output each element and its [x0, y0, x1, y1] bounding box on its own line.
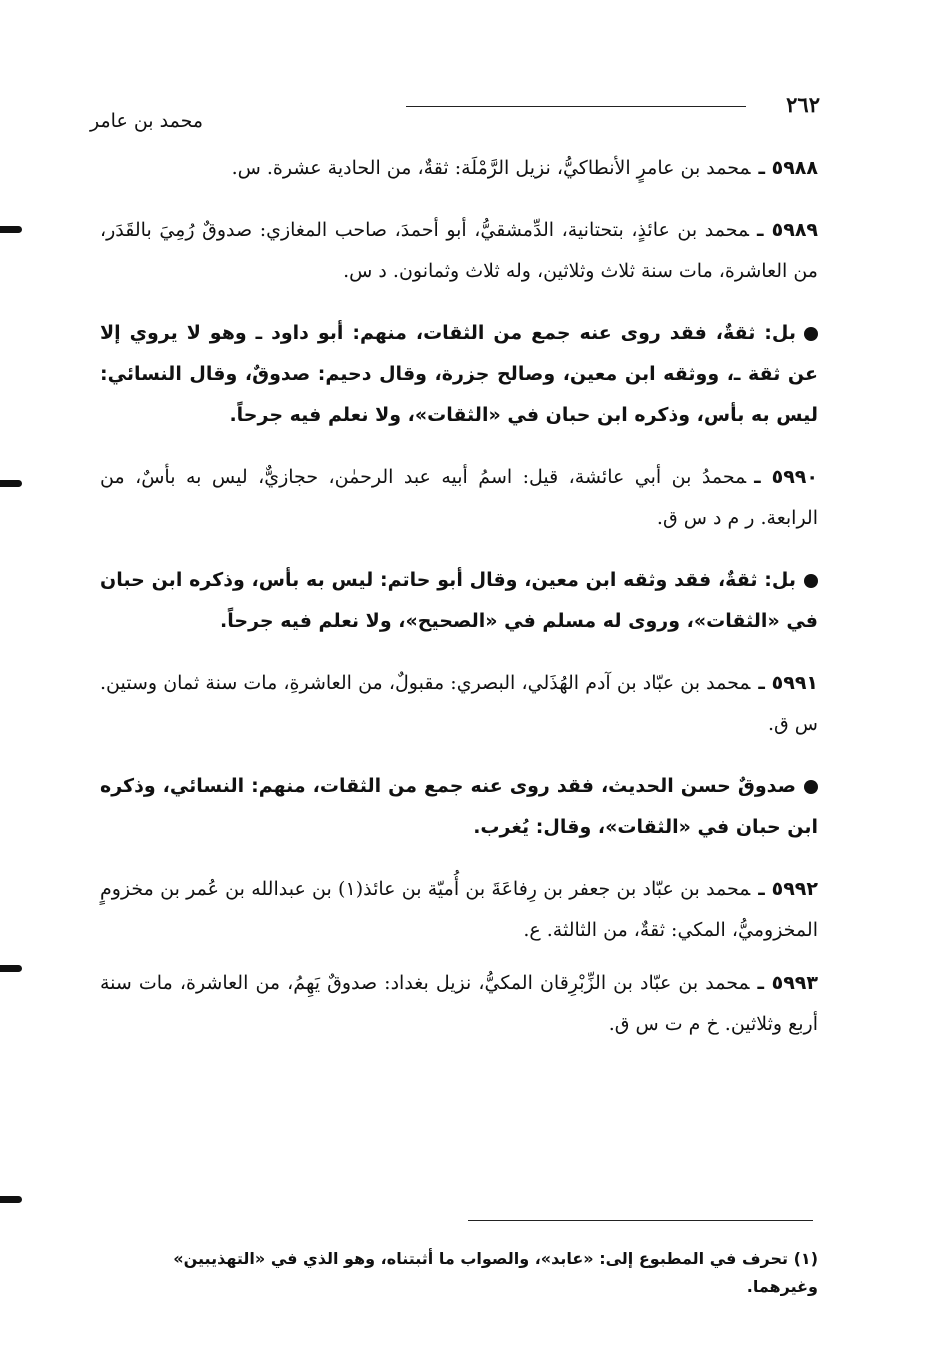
footnote-rule — [468, 1220, 813, 1221]
entry-number: ٥٩٨٨ ـ — [758, 157, 818, 179]
entry-text: محمد بن عبّاد بن آدم الهُذَلي، البصري: مقبولٌ، من العاشرةِ، مات سنة ثمان وستين. س ق. — [100, 672, 818, 735]
entry-number: ٥٩٨٩ ـ — [756, 219, 819, 241]
filled-circle-icon — [804, 327, 818, 341]
commentary-text: صدوقٌ حسن الحديث، فقد روى عنه جمع من الثقات، منهم: النسائي، وذكره ابن حبان في «الثقات»، وقال: يُغرب. — [100, 775, 818, 838]
entry-5993 — [100, 963, 818, 1045]
entry-text: محمد بن عبّاد بن جعفر بن رِفاعَةَ بن أُميّة بن عائذ(١) بن عبدالله بن عُمر بن مخزومٍ المخزوميُّ، المكي: ثقةٌ، من الثالثة. ع. — [100, 878, 818, 941]
entry-5989 — [100, 210, 818, 292]
page-number: ٢٦٢ — [786, 92, 820, 117]
header-rule — [406, 106, 746, 107]
entry-5990 — [100, 457, 818, 539]
entry-number: ٥٩٩٠ ـ — [754, 466, 818, 488]
commentary-5989 — [100, 313, 818, 436]
entry-5988 — [100, 148, 818, 189]
scan-edge-mark — [0, 965, 22, 972]
scan-edge-mark — [0, 1196, 22, 1203]
page-header — [90, 92, 820, 132]
entry-number: ٥٩٩٢ ـ — [758, 878, 818, 900]
footnote: (١) تحرف في المطبوع إلى: «عابد»، والصواب ما أثبتناه، وهو الذي في «التهذيبين» وغيرهما. — [173, 1249, 818, 1296]
commentary-text: بل: ثقةٌ، فقد وثقه ابن معين، وقال أبو حاتم: ليس به بأس، وذكره ابن حبان في «الثقات»، وروى له مسلم في «الصحيح»، ولا نعلم فيه جرحاً. — [100, 569, 818, 632]
entry-text: محمدُ بن أبي عائشة، قيل: اسمُ أبيه عبد الرحمٰن، حجازيٌّ، ليس به بأسٌ، من الرابعة. ر م د س ق. — [100, 466, 818, 529]
commentary-text: بل: ثقةٌ، فقد روى عنه جمع من الثقات، منهم: أبو داود ـ وهو لا يروي إلا عن ثقة ـ، ووثقه ابن معين، وصالح جزرة، وقال دحيم: صدوقٌ، وقال النسائي: ليس به بأس، وذكره ابن حبان في «الثقات»، ولا نعلم فيه جرحاً. — [100, 322, 818, 426]
entry-5991 — [100, 663, 818, 745]
scan-edge-mark — [0, 226, 22, 233]
entry-text: محمد بن عبّاد بن الزِّبْرِقان المكيُّ، نزيل بغداد: صدوقٌ يَهِمُ، من العاشرة، مات سنة أربع وثلاثين. خ م ت س ق. — [100, 972, 818, 1035]
filled-circle-icon — [804, 780, 818, 794]
running-title: محمد بن عامر — [90, 110, 204, 132]
entry-text: محمد بن عامرٍ الأنطاكيُّ، نزيل الرَّمْلَة: ثقةٌ، من الحادية عشرة. س. — [231, 157, 751, 179]
commentary-5990 — [100, 560, 818, 642]
entry-5992 — [100, 869, 818, 951]
entry-text: محمد بن عائذٍ، بتحتانية، الدِّمشقيُّ، أبو أحمدَ، صاحب المغازي: صدوقٌ رُمِيَ بالقَدَر، من العاشرة، مات سنة ثلاث وثلاثين، وله ثلاث وثمانون. د س. — [100, 219, 818, 282]
page-body — [100, 148, 818, 1066]
filled-circle-icon — [804, 574, 818, 588]
entry-number: ٥٩٩١ ـ — [758, 672, 819, 694]
entry-number: ٥٩٩٣ ـ — [757, 972, 818, 994]
scan-edge-mark — [0, 480, 22, 487]
commentary-5991 — [100, 766, 818, 848]
